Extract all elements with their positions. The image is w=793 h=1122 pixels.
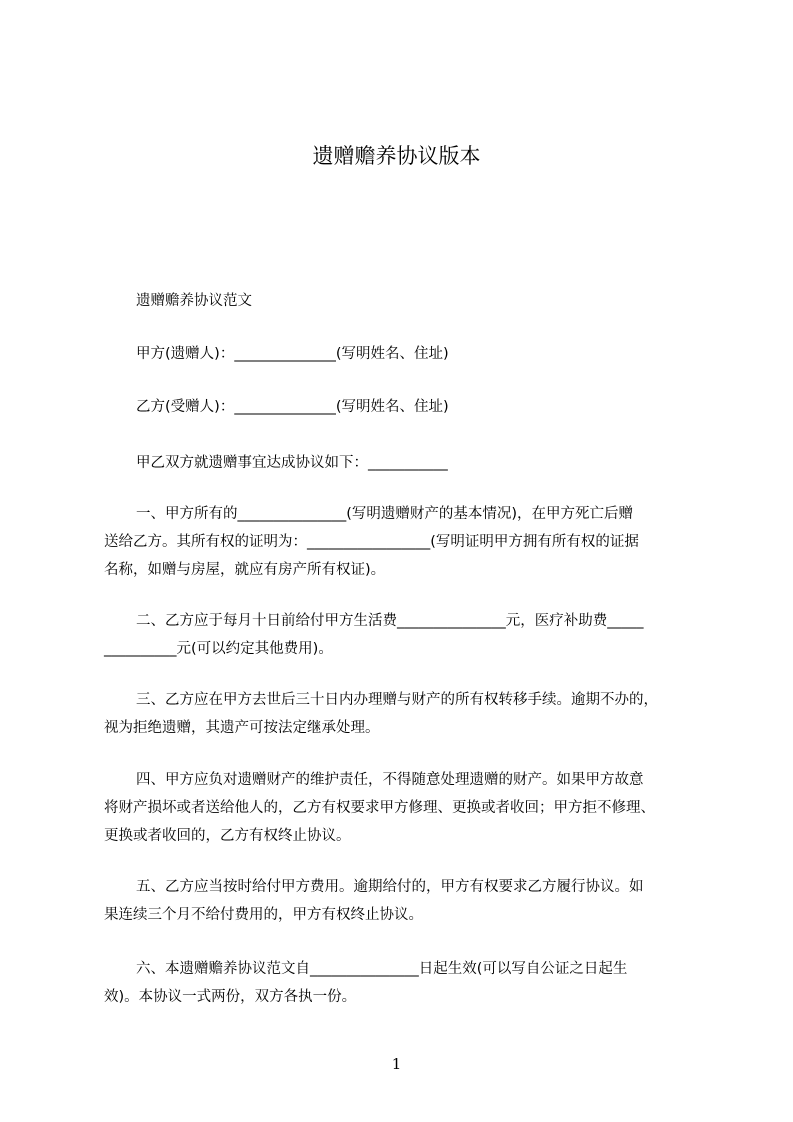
paragraph-line: 名称，如赠与房屋，就应有房产所有权证)。 xyxy=(104,562,386,578)
paragraph-line: 视为拒绝遗赠，其遗产可按法定继承处理。 xyxy=(104,720,380,736)
paragraph-clause-3 xyxy=(104,686,708,742)
paragraph-heading xyxy=(104,287,740,315)
paragraph-line: 五、乙方应当按时给付甲方费用。逾期给付的，甲方有权要求乙方履行协议。如 xyxy=(136,879,644,895)
paragraph-clause-2 xyxy=(104,607,708,663)
paragraph-line: 果连续三个月不给付费用的，甲方有权终止协议。 xyxy=(104,907,423,923)
paragraph-clause-4 xyxy=(104,766,708,850)
paragraph-party-a xyxy=(104,340,740,368)
paragraph-line: 将财产损坏或者送给他人的，乙方有权要求甲方修理、更换或者收回；甲方拒不修理、 xyxy=(104,800,655,816)
paragraph-clause-5 xyxy=(104,873,708,929)
paragraph-line: 效)。本协议一式两份，双方各执一份。 xyxy=(104,989,357,1005)
paragraph-line: 六、本遗赠赡养协议范文自_______________日起生效(可以写自公证之日起生 xyxy=(136,961,628,977)
paragraph-agreement-intro xyxy=(104,449,740,477)
page-number: 1 xyxy=(391,1055,402,1073)
paragraph-line: 一、甲方所有的_______________(写明遗赠财产的基本情况)，在甲方死亡后赠 xyxy=(136,506,634,522)
paragraph-clause-1 xyxy=(104,500,708,584)
paragraph-line: 乙方(受赠人)：______________(写明姓名、住址) xyxy=(136,399,449,415)
paragraph-line: 四、甲方应负对遗赠财产的维护责任，不得随意处理遗赠的财产。如果甲方故意 xyxy=(136,772,644,788)
paragraph-line: __________元(可以约定其他费用)。 xyxy=(104,641,333,657)
paragraph-clause-6 xyxy=(104,955,708,1011)
paragraph-line: 甲方(遗赠人)：______________(写明姓名、住址) xyxy=(136,346,449,362)
paragraph-line: 送给乙方。其所有权的证明为：_________________(写明证明甲方拥有所有权的证据 xyxy=(104,534,639,550)
paragraph-line: 二、乙方应于每月十日前给付甲方生活费_______________元，医疗补助费_____ xyxy=(136,613,644,629)
paragraph-line: 甲乙双方就遗赠事宜达成协议如下：___________ xyxy=(136,455,448,471)
paragraph-party-b xyxy=(104,393,740,421)
paragraph-line: 更换或者收回的，乙方有权终止协议。 xyxy=(104,828,351,844)
paragraph-line: 三、乙方应在甲方去世后三十日内办理赠与财产的所有权转移手续。逾期不办的， xyxy=(136,692,658,708)
paragraph-line: 遗赠赡养协议范文 xyxy=(136,293,252,309)
document-title: 遗赠赡养协议版本 xyxy=(312,144,481,168)
